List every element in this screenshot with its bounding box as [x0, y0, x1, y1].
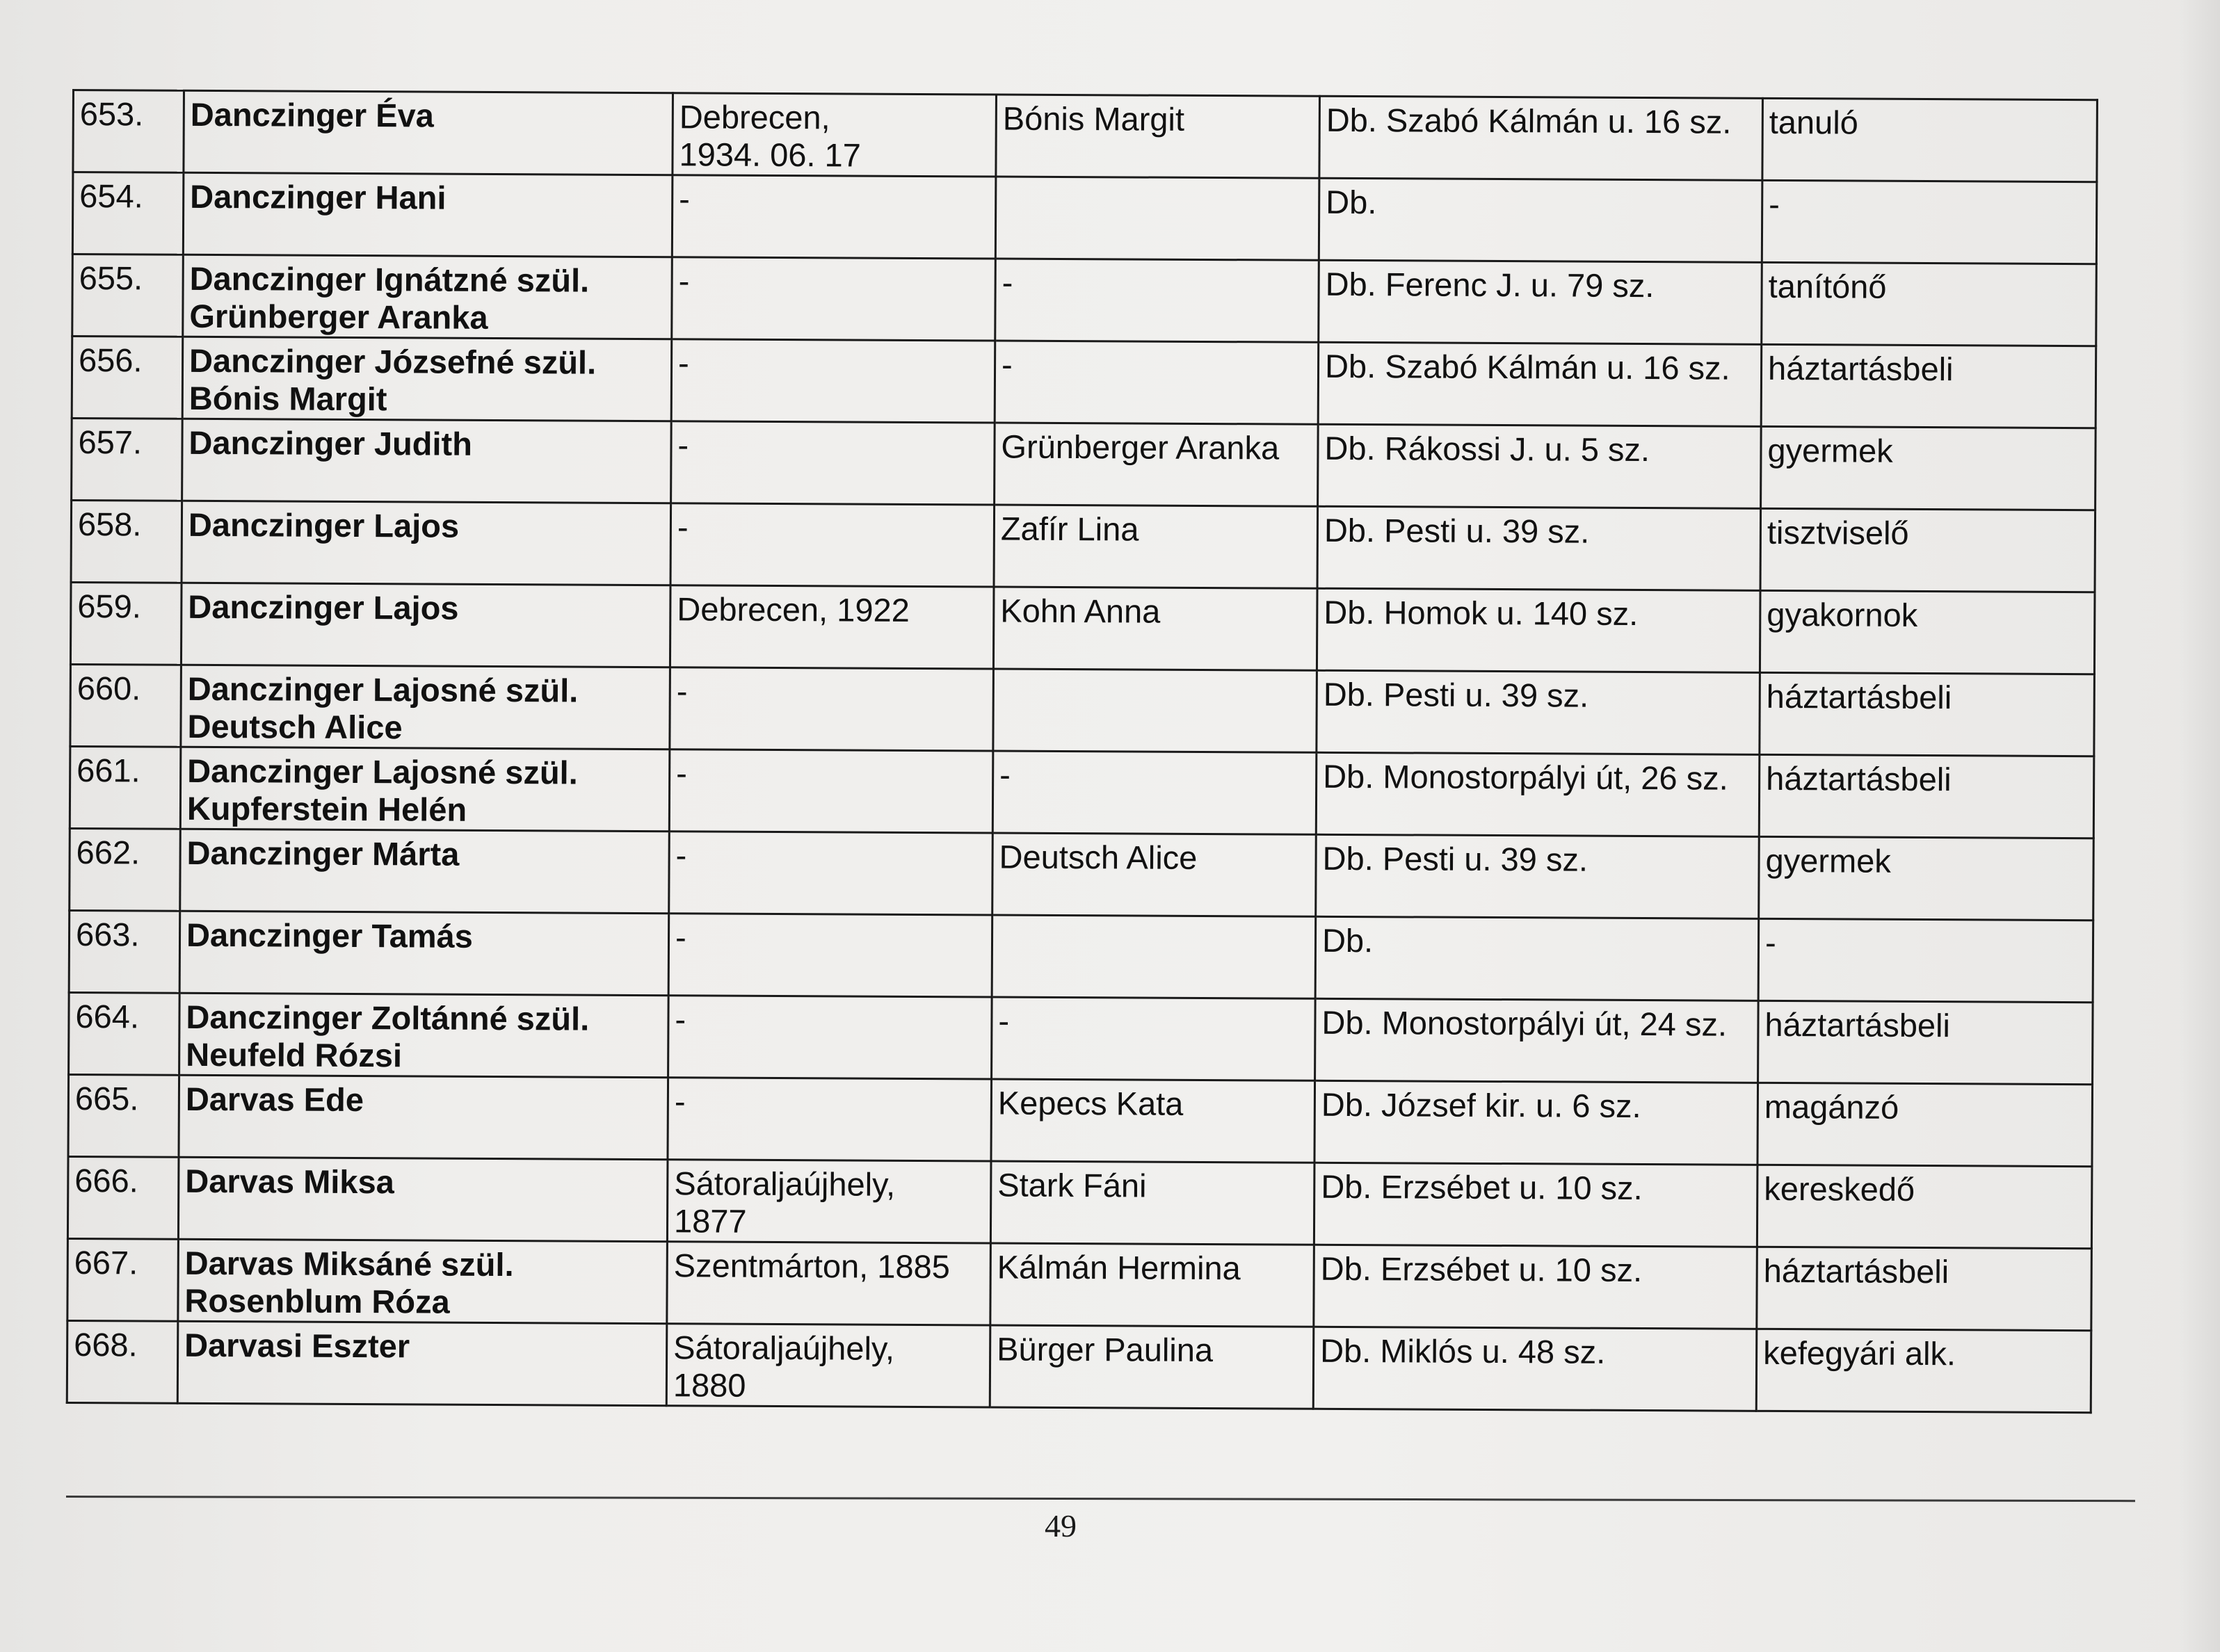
mother-name: Kohn Anna: [993, 587, 1317, 670]
occupation: tanuló: [1762, 98, 2098, 181]
person-name: Danczinger Lajos: [181, 583, 670, 667]
address: Db. Ferenc J. u. 79 sz.: [1319, 260, 1762, 344]
mother-name: Stark Fáni: [990, 1161, 1314, 1245]
address: Db. Szabó Kálmán u. 16 sz.: [1319, 96, 1763, 180]
occupation: kefegyári alk.: [1756, 1329, 2091, 1412]
mother-name: Deutsch Alice: [992, 833, 1317, 916]
occupation: háztartásbeli: [1758, 1001, 2093, 1084]
entry-number: 665.: [68, 1074, 179, 1157]
table-row: [70, 746, 2094, 838]
table-row: [72, 419, 2096, 510]
person-name: Darvas Ede: [179, 1075, 668, 1159]
birth-place-date: -: [672, 175, 996, 259]
table-row: [70, 582, 2095, 674]
table-row: [70, 664, 2095, 756]
person-name: Danczinger Lajos: [182, 501, 671, 585]
register-table: [66, 89, 2098, 1414]
entry-number: 657.: [72, 419, 183, 501]
entry-number: 659.: [70, 582, 182, 665]
address: Db. Erzsébet u. 10 sz.: [1314, 1245, 1758, 1329]
address: Db. Szabó Kálmán u. 16 sz.: [1318, 342, 1762, 426]
table-row: [67, 1320, 2091, 1412]
mother-name: -: [995, 259, 1319, 342]
birth-place-date: -: [670, 667, 994, 751]
person-name: Danczinger Márta: [180, 829, 670, 913]
address: Db. Pesti u. 39 sz.: [1317, 506, 1761, 590]
address: Db. Pesti u. 39 sz.: [1317, 670, 1760, 754]
mother-name: [993, 669, 1317, 752]
mother-name: Kepecs Kata: [991, 1079, 1315, 1163]
person-name: Darvasi Eszter: [177, 1321, 667, 1405]
person-name: Danczinger Józsefné szül. Bónis Margit: [182, 337, 672, 421]
occupation: háztartásbeli: [1757, 1247, 2092, 1330]
page-edge-shadow: [2178, 0, 2220, 1652]
person-name: Danczinger Hani: [183, 172, 673, 257]
person-name: Danczinger Éva: [184, 90, 673, 175]
occupation: kereskedő: [1757, 1165, 2092, 1248]
table-row: [72, 337, 2096, 428]
address: Db.: [1315, 916, 1759, 1001]
birth-place-date: -: [668, 914, 992, 997]
register-body: [67, 90, 2097, 1413]
occupation: -: [1758, 918, 2093, 1002]
table-row: [69, 992, 2093, 1084]
entry-number: 660.: [70, 664, 182, 747]
occupation: gyermek: [1761, 426, 2096, 510]
address: Db. Homok u. 140 sz.: [1317, 588, 1760, 672]
birth-place-date: Debrecen, 1934. 06. 17: [673, 93, 997, 177]
mother-name: -: [992, 997, 1316, 1080]
occupation: háztartásbeli: [1761, 344, 2096, 428]
table-row: [71, 501, 2096, 592]
occupation: háztartásbeli: [1760, 672, 2095, 756]
mother-name: Kálmán Hermina: [990, 1243, 1314, 1327]
table-row: [72, 172, 2097, 264]
mother-name: -: [992, 751, 1317, 834]
footer-rule: [66, 1496, 2135, 1502]
entry-number: 662.: [70, 828, 181, 911]
occupation: gyakornok: [1760, 590, 2095, 674]
table-row: [68, 1074, 2093, 1166]
person-name: Danczinger Judith: [182, 419, 672, 503]
page-number: 49: [1045, 1508, 1077, 1544]
mother-name: Grünberger Aranka: [995, 423, 1319, 506]
entry-number: 653.: [73, 90, 184, 173]
table-row: [69, 910, 2093, 1002]
birth-place-date: Szentmárton, 1885: [667, 1242, 991, 1325]
birth-place-date: Sátoraljaújhely, 1880: [666, 1324, 990, 1407]
address: Db.: [1319, 178, 1762, 262]
entry-number: 661.: [70, 746, 181, 829]
entry-number: 656.: [72, 337, 183, 419]
table-row: [67, 1238, 2092, 1330]
entry-number: 664.: [69, 992, 180, 1075]
birth-place-date: -: [670, 503, 995, 587]
table-row: [72, 254, 2097, 346]
entry-number: 663.: [69, 910, 180, 993]
person-name: Danczinger Ignátzné szül. Grünberger Aranka: [183, 254, 673, 339]
address: Db. Monostorpályi út, 24 sz.: [1315, 998, 1759, 1083]
birth-place-date: -: [671, 421, 995, 505]
birth-place-date: Debrecen, 1922: [670, 585, 994, 669]
address: Db. Pesti u. 39 sz.: [1316, 834, 1760, 918]
birth-place-date: -: [669, 832, 993, 915]
person-name: Darvas Miksáné szül. Rosenblum Róza: [178, 1239, 668, 1323]
occupation: tanítónő: [1762, 262, 2097, 346]
table-row: [67, 1156, 2092, 1248]
mother-name: Zafír Lina: [994, 505, 1318, 588]
mother-name: -: [995, 341, 1319, 424]
mother-name: [992, 915, 1316, 998]
entry-number: 667.: [67, 1238, 179, 1321]
table-row: [73, 90, 2098, 182]
address: Db. Rákossi J. u. 5 sz.: [1318, 424, 1762, 508]
entry-number: 666.: [67, 1156, 179, 1239]
address: Db. Miklós u. 48 sz.: [1313, 1327, 1757, 1411]
mother-name: Bürger Paulina: [990, 1325, 1314, 1409]
birth-place-date: Sátoraljaújhely, 1877: [667, 1160, 991, 1243]
person-name: Danczinger Tamás: [179, 911, 669, 995]
birth-place-date: -: [672, 257, 996, 341]
person-name: Darvas Miksa: [178, 1157, 668, 1241]
occupation: háztartásbeli: [1759, 754, 2094, 838]
person-name: Danczinger Zoltánné szül. Neufeld Rózsi: [179, 993, 669, 1077]
address: Db. Erzsébet u. 10 sz.: [1314, 1163, 1758, 1247]
occupation: tisztviselő: [1760, 508, 2096, 592]
entry-number: 658.: [71, 501, 182, 583]
entry-number: 668.: [67, 1320, 178, 1403]
entry-number: 655.: [72, 254, 184, 337]
table-row: [70, 828, 2094, 920]
address: Db. Monostorpályi út, 26 sz.: [1316, 752, 1760, 836]
address: Db. József kir. u. 6 sz.: [1314, 1080, 1758, 1165]
birth-place-date: -: [668, 1078, 992, 1161]
person-name: Danczinger Lajosné szül. Deutsch Alice: [181, 665, 670, 749]
occupation: magánzó: [1758, 1083, 2093, 1166]
mother-name: [995, 177, 1319, 260]
occupation: gyermek: [1759, 836, 2094, 920]
birth-place-date: -: [671, 339, 995, 423]
mother-name: Bónis Margit: [996, 95, 1320, 178]
entry-number: 654.: [72, 172, 184, 255]
birth-place-date: -: [668, 996, 992, 1079]
person-name: Danczinger Lajosné szül. Kupferstein Helén: [180, 747, 670, 831]
occupation: -: [1762, 180, 2097, 264]
birth-place-date: -: [669, 750, 993, 833]
